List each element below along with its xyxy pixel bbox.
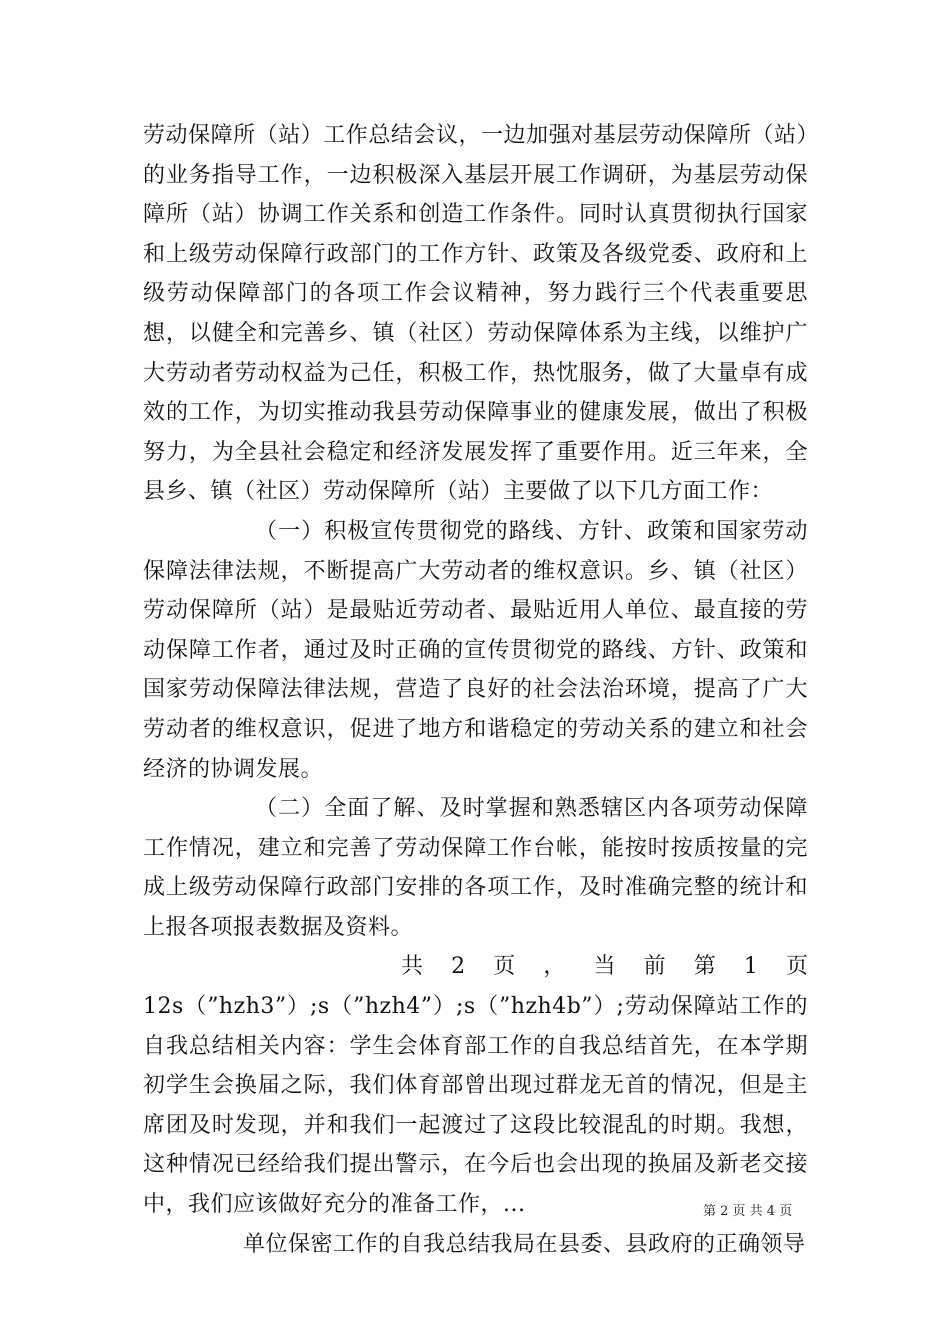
paragraph-item-two: （二）全面了解、及时掌握和熟悉辖区内各项劳动保障工作情况，建立和完善了劳动保障工作台帐，能按时按质按量的完成上级劳动保障行政部门安排的各项工作，及时准确完整的统计和上报各项报表数据及资料。 [143,796,808,940]
pagination-token: 共 [401,954,424,980]
pagination-token: 1 [743,954,758,980]
document-body [143,116,808,1264]
page-footer: 第 2 页 共 4 页 [703,1204,793,1219]
paragraph-last: 单位保密工作的自我总结我局在县委、县政府的正确领导 [243,1231,806,1257]
pagination-token: 当 [593,954,616,980]
pagination-token: 2 [451,954,466,980]
pagination-token: 页 [785,954,808,980]
paragraph-intro: 劳动保障所（站）工作总结会议，一边加强对基层劳动保障所（站）的业务指导工作，一边积极深入基层开展工作调研，为基层劳动保障所（站）协调工作关系和创造工作条件。同时认真贯彻执行国家和上级劳动保障行政部门的工作方针、政策及各级党委、政府和上级劳动保障部门的各项工作会议精神，努力践行三个代表重要思想，以健全和完善乡、镇（社区）劳动保障体系为主线，以维护广大劳动者劳动权益为己任，积极工作，热忱服务，做了大量卓有成效的工作，为切实推动我县劳动保障事业的健康发展，做出了积极努力，为全县社会稳定和经济发展发挥了重要作用。近三年来，全县乡、镇（社区）劳动保障所（站）主要做了以下几方面工作： [143,123,808,505]
pagination-token: 前 [643,954,666,980]
pagination-token: ， [543,954,566,980]
paragraph-item-one: （一）积极宣传贯彻党的路线、方针、政策和国家劳动保障法律法规，不断提高广大劳动者的维权意识。乡、镇（社区）劳动保障所（站）是最贴近劳动者、最贴近用人单位、最直接的劳动保障工作者，通过及时正确的宣传贯彻党的路线、方针、政策和国家劳动保障法律法规，营造了良好的社会法治环境，提高了广大劳动者的维权意识，促进了地方和谐稳定的劳动关系的建立和社会经济的协调发展。 [143,518,808,782]
paragraph-related: 12s（”hzh3”）;s（”hzh4”）;s（”hzh4b”）;劳动保障站工作的自我总结相关内容：学生会体育部工作的自我总结首先，在本学期初学生会换届之际，我们体育部曾出现过群龙无首的情况，但是主席团及时发现，并和我们一起渡过了这段比较混乱的时期。我想，这种情况已经给我们提出警示，在今后也会出现的换届及新老交接中，我们应该做好充分的准备工作，... [143,994,808,1218]
pagination-token: 第 [693,954,716,980]
pagination-token: 页 [493,954,516,980]
pagination-line [143,947,808,987]
